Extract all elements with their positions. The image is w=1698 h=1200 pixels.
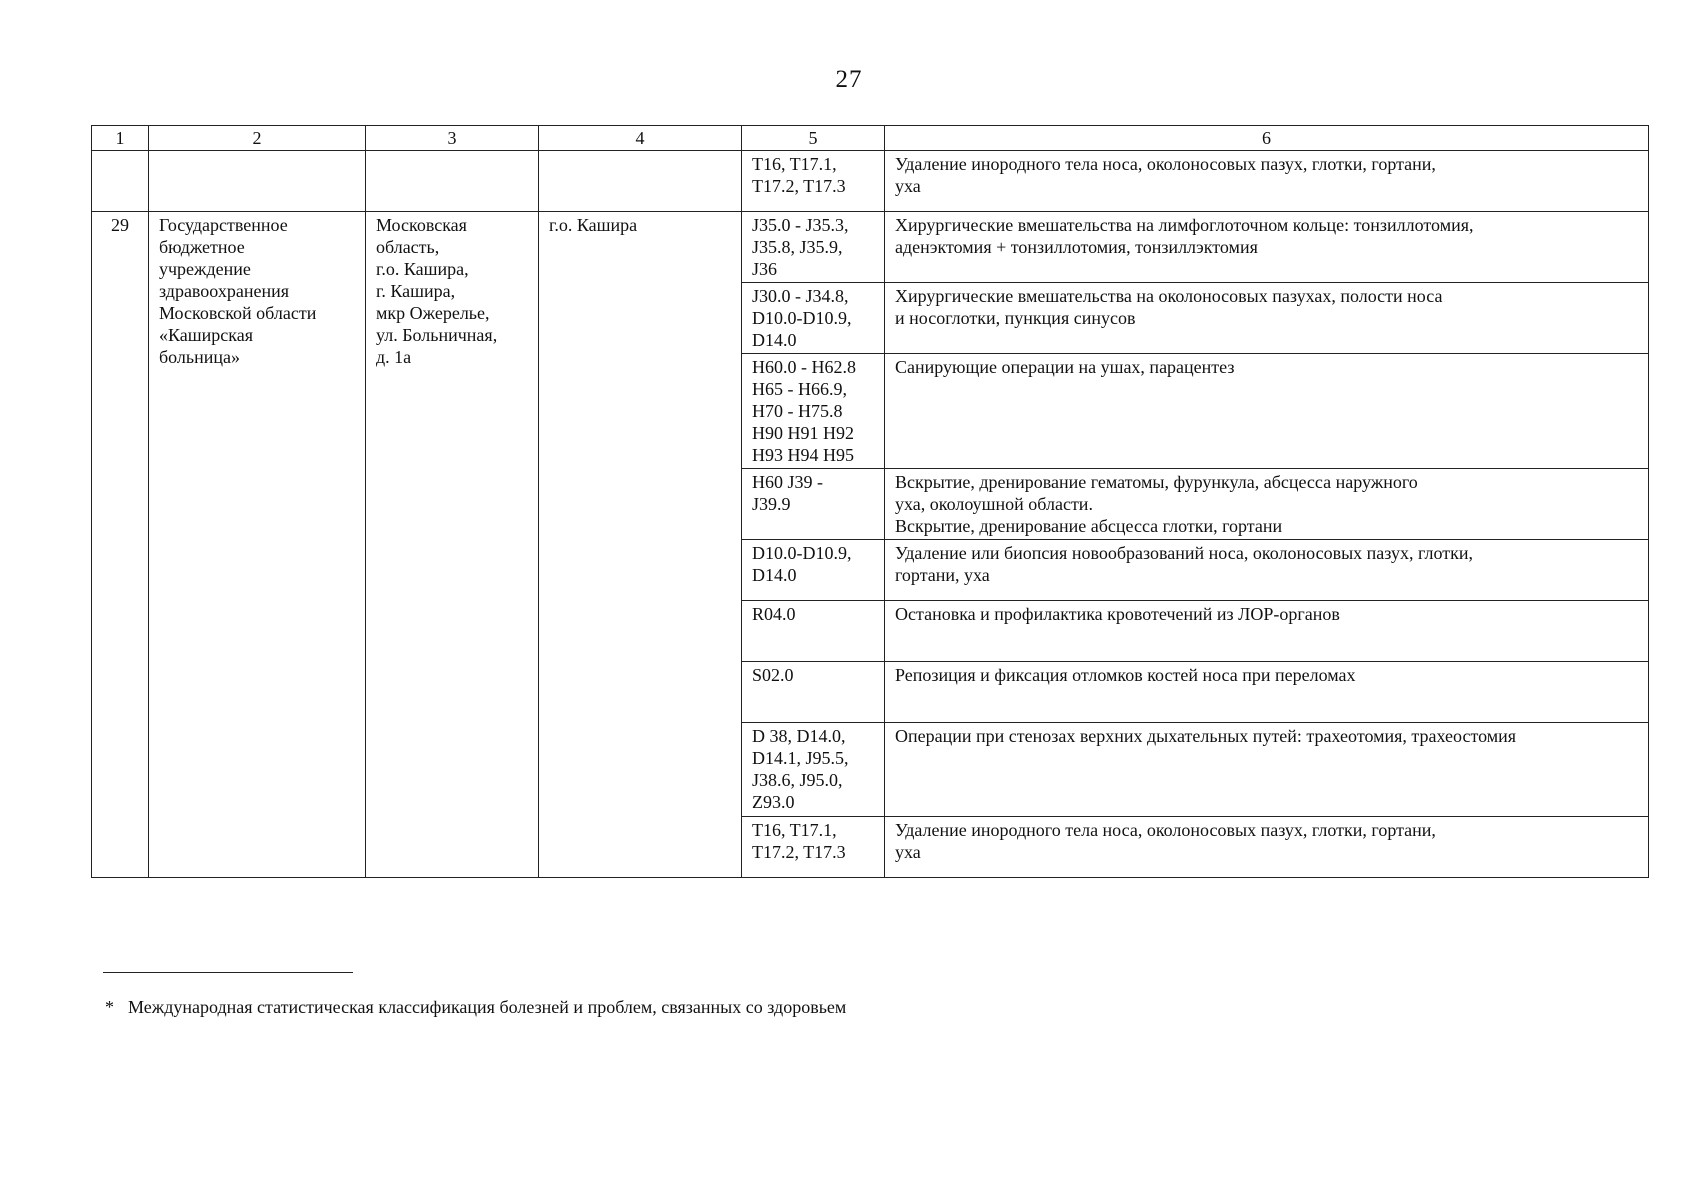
footnote-mark: * [105, 997, 114, 1017]
icd-codes-cell: J30.0 - J34.8, D10.0-D10.9, D14.0 [742, 283, 885, 354]
icd-codes-cell: D10.0-D10.9, D14.0 [742, 540, 885, 601]
empty-cell [92, 151, 149, 212]
procedure-cell: Удаление инородного тела носа, околоносовых пазух, глотки, гортани, уха [885, 817, 1649, 878]
footnote-text: Международная статистическая классификация болезней и проблем, связанных со здоровьем [128, 997, 847, 1017]
icd-codes-cell: H60 J39 - J39.9 [742, 469, 885, 540]
column-header: 1 [92, 126, 149, 151]
empty-cell [366, 151, 539, 212]
procedure-cell: Операции при стенозах верхних дыхательных путей: трахеотомия, трахеостомия [885, 723, 1649, 817]
hospital-services-table [91, 125, 1649, 878]
column-header: 6 [885, 126, 1649, 151]
column-header: 5 [742, 126, 885, 151]
icd-codes-cell: R04.0 [742, 601, 885, 662]
column-header: 2 [149, 126, 366, 151]
icd-codes-cell: D 38, D14.0, D14.1, J95.5, J38.6, J95.0, Z93.0 [742, 723, 885, 817]
icd-codes-cell: T16, T17.1, T17.2, T17.3 [742, 151, 885, 212]
service-row [92, 212, 1649, 283]
procedure-cell: Хирургические вмешательства на околоносовых пазухах, полости носа и носоглотки, пункция синусов [885, 283, 1649, 354]
icd-codes-cell: J35.0 - J35.3, J35.8, J35.9, J36 [742, 212, 885, 283]
empty-cell [539, 151, 742, 212]
procedure-cell: Вскрытие, дренирование гематомы, фурункула, абсцесса наружного уха, околоушной области. Вскрытие, дренирование абсцесса глотки, гортани [885, 469, 1649, 540]
procedure-cell: Репозиция и фиксация отломков костей носа при переломах [885, 662, 1649, 723]
empty-cell [149, 151, 366, 212]
icd-codes-cell: H60.0 - H62.8 H65 - H66.9, H70 - H75.8 H90 H91 H92 H93 H94 H95 [742, 354, 885, 469]
municipality-cell: г.о. Кашира [539, 212, 742, 878]
page-number: 27 [835, 66, 863, 93]
institution-cell: Государственное бюджетное учреждение здравоохранения Московской области «Каширская больница» [149, 212, 366, 878]
procedure-cell: Остановка и профилактика кровотечений из ЛОР-органов [885, 601, 1649, 662]
footnote-separator [103, 972, 353, 973]
column-header: 4 [539, 126, 742, 151]
table-header-row [92, 126, 1649, 151]
entry-number-cell: 29 [92, 212, 149, 878]
icd-codes-cell: T16, T17.1, T17.2, T17.3 [742, 817, 885, 878]
procedure-cell: Удаление инородного тела носа, околоносовых пазух, глотки, гортани, уха [885, 151, 1649, 212]
procedure-cell: Санирующие операции на ушах, парацентез [885, 354, 1649, 469]
footnote [105, 997, 846, 1018]
address-cell: Московская область, г.о. Кашира, г. Кашира, мкр Ожерелье, ул. Больничная, д. 1а [366, 212, 539, 878]
column-header: 3 [366, 126, 539, 151]
procedure-cell: Удаление или биопсия новообразований носа, околоносовых пазух, глотки, гортани, уха [885, 540, 1649, 601]
procedure-cell: Хирургические вмешательства на лимфоглоточном кольце: тонзиллотомия, аденэктомия + тонзиллотомия, тонзиллэктомия [885, 212, 1649, 283]
icd-codes-cell: S02.0 [742, 662, 885, 723]
continuation-row [92, 151, 1649, 212]
